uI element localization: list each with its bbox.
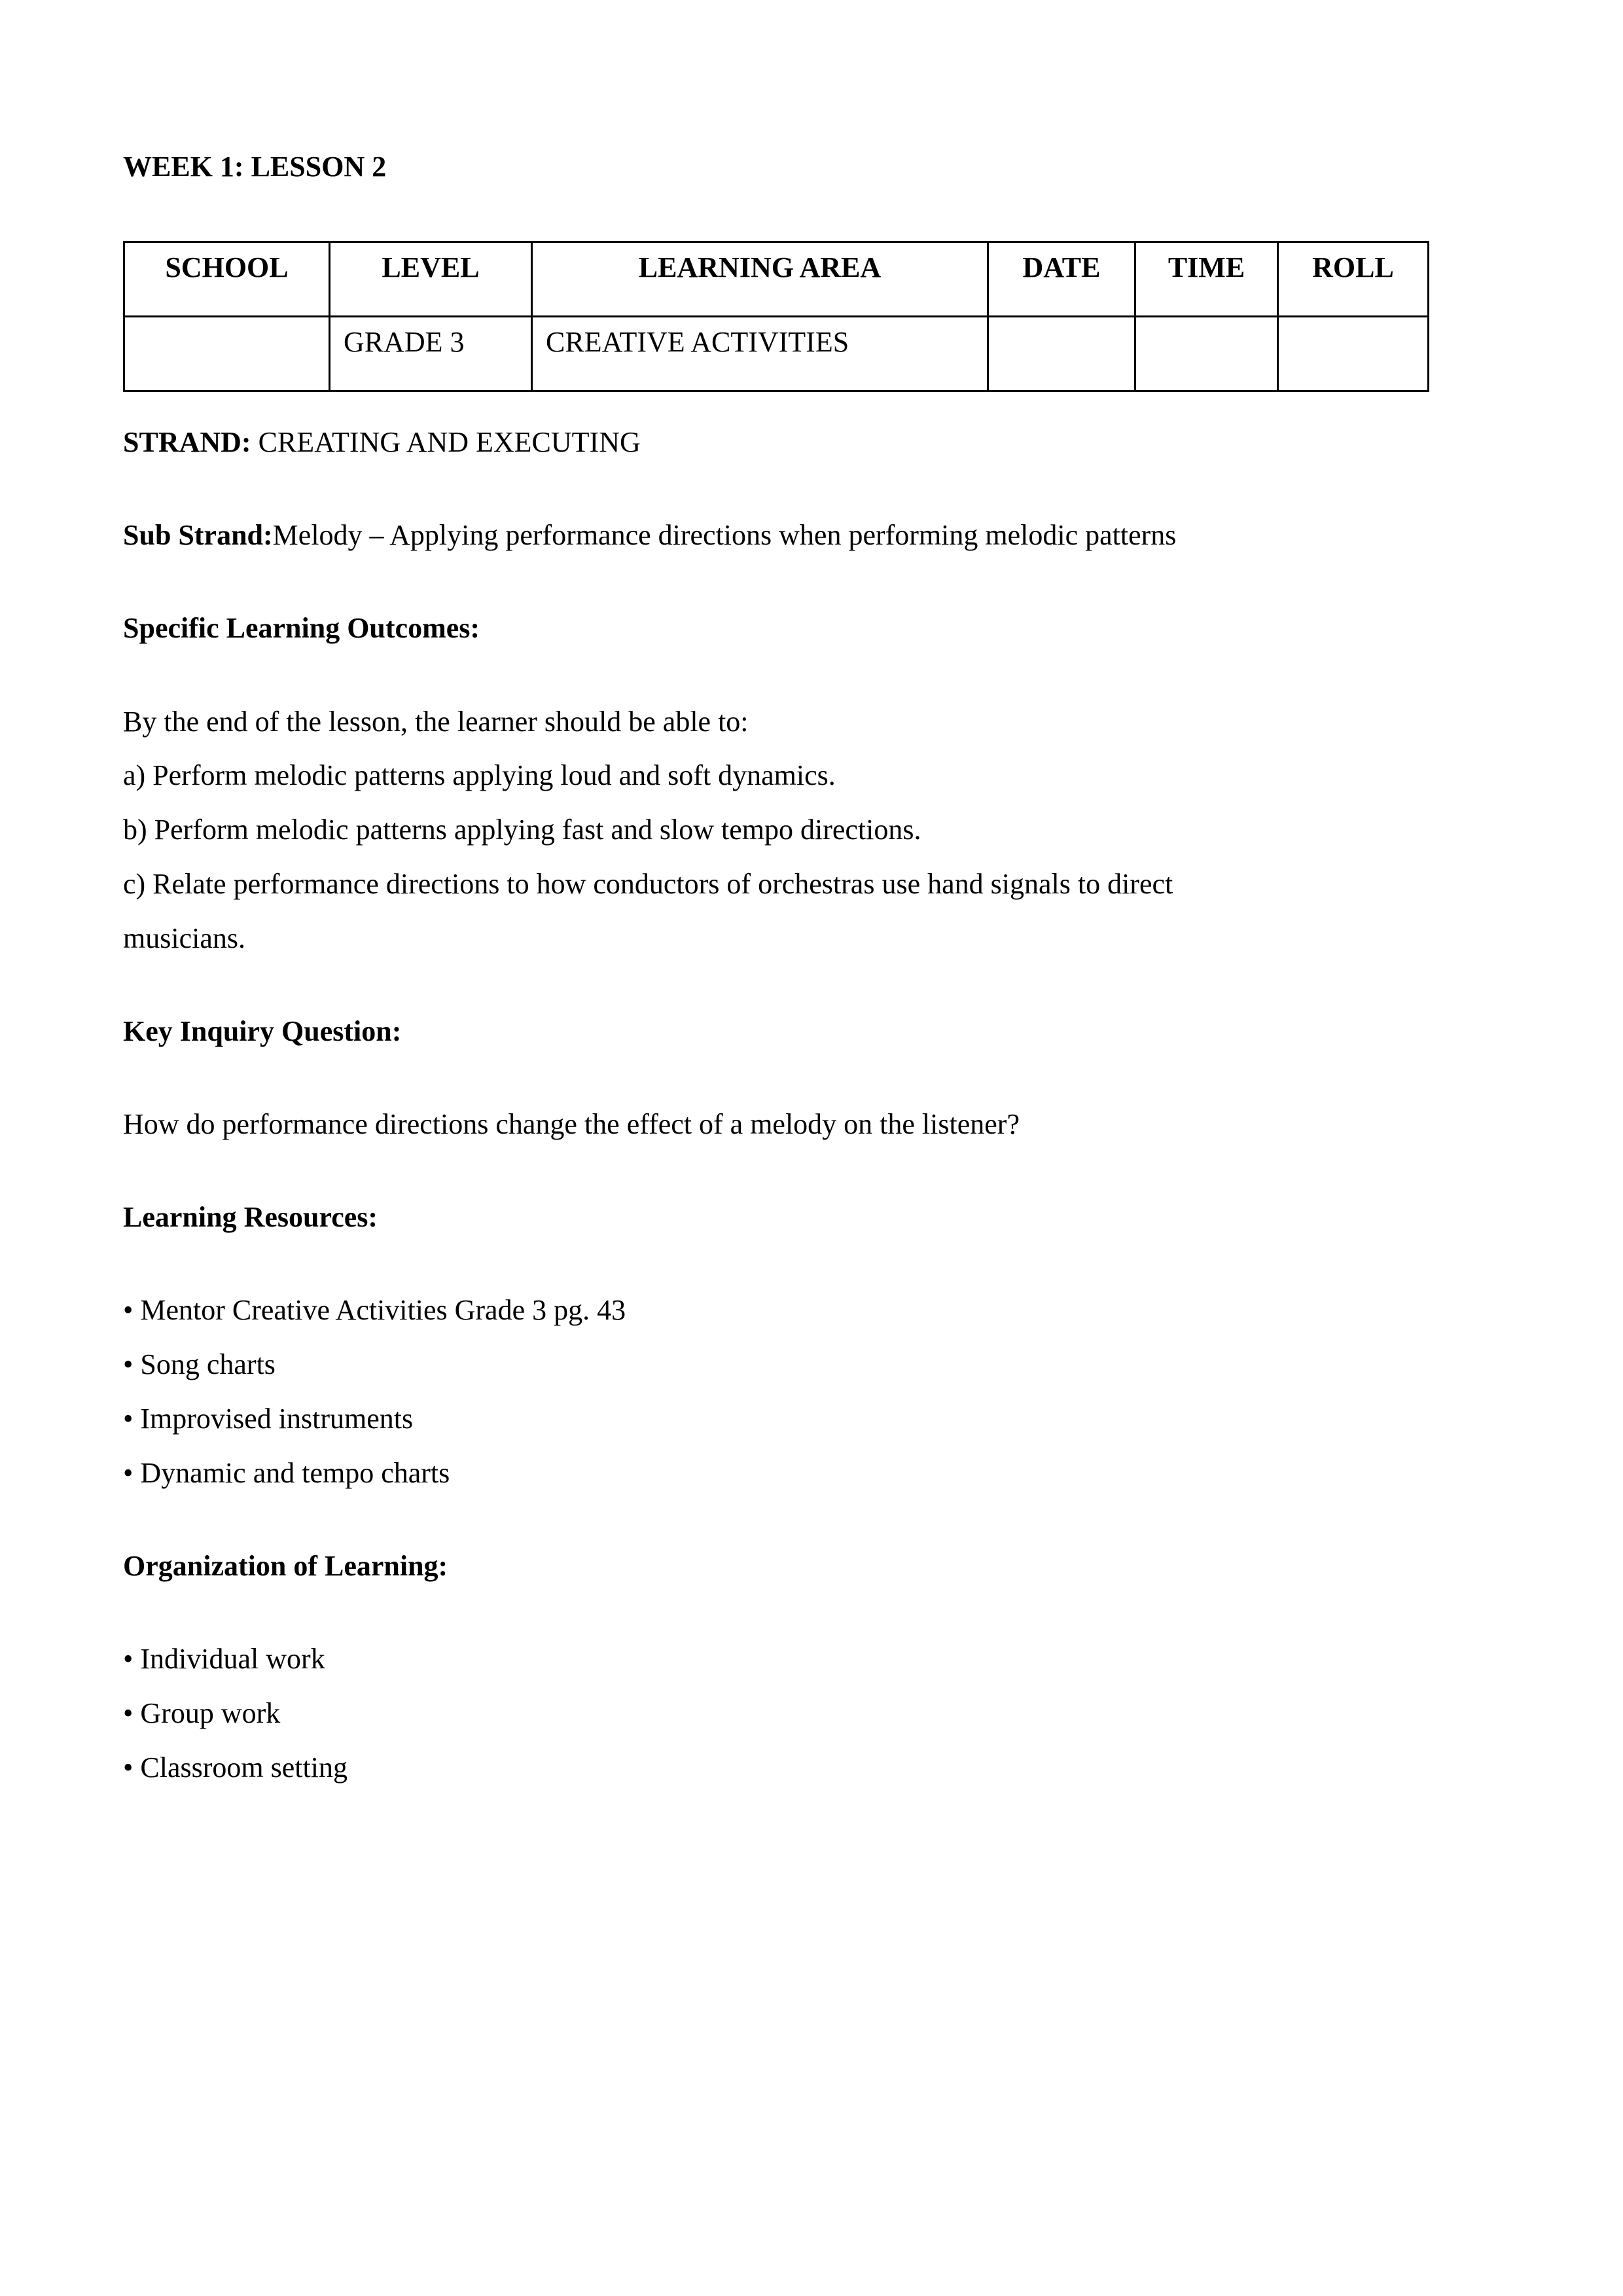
outcomes-title: Specific Learning Outcomes: [123, 612, 480, 644]
outcome-item-c-continued: musicians. [123, 922, 245, 954]
list-item: • Group work [123, 1697, 281, 1729]
lesson-heading: WEEK 1: LESSON 2 [123, 151, 387, 183]
header-roll: ROLL [1278, 242, 1429, 317]
cell-level: GRADE 3 [330, 317, 532, 391]
list-item: • Mentor Creative Activities Grade 3 pg. 43 [123, 1294, 626, 1326]
sub-strand-label: Sub Strand: [123, 519, 273, 551]
outcome-item-b: b) Perform melodic patterns applying fast and slow tempo directions. [123, 814, 921, 846]
cell-school [124, 317, 330, 391]
cell-learning-area: CREATIVE ACTIVITIES [532, 317, 988, 391]
list-item: • Song charts [123, 1348, 276, 1380]
list-item: • Dynamic and tempo charts [123, 1457, 450, 1489]
outcomes-intro: By the end of the lesson, the learner should be able to: [123, 706, 749, 738]
outcome-item-a: a) Perform melodic patterns applying loud and soft dynamics. [123, 759, 836, 791]
lesson-info-table [123, 241, 1429, 392]
resources-title: Learning Resources: [123, 1201, 378, 1233]
cell-time [1135, 317, 1278, 391]
list-item: • Individual work [123, 1643, 325, 1675]
organization-title: Organization of Learning: [123, 1550, 448, 1582]
outcome-item-c: c) Relate performance directions to how conductors of orchestras use hand signals to direct [123, 868, 1173, 900]
table-header-row [124, 242, 1429, 317]
strand-line [123, 423, 641, 462]
inquiry-question: How do performance directions change the effect of a melody on the listener? [123, 1108, 1020, 1140]
header-learning-area: LEARNING AREA [532, 242, 988, 317]
strand-value: CREATING AND EXECUTING [251, 426, 641, 458]
strand-label: STRAND: [123, 426, 251, 458]
table-row [124, 317, 1429, 391]
header-date: DATE [988, 242, 1135, 317]
list-item: • Classroom setting [123, 1751, 348, 1784]
header-level: LEVEL [330, 242, 532, 317]
header-school: SCHOOL [124, 242, 330, 317]
list-item: • Improvised instruments [123, 1403, 414, 1435]
header-time: TIME [1135, 242, 1278, 317]
cell-roll [1278, 317, 1429, 391]
sub-strand-value: Melody – Applying performance directions when performing melodic patterns [272, 519, 1177, 551]
cell-date [988, 317, 1135, 391]
sub-strand-line [123, 516, 1176, 555]
inquiry-title: Key Inquiry Question: [123, 1015, 402, 1047]
